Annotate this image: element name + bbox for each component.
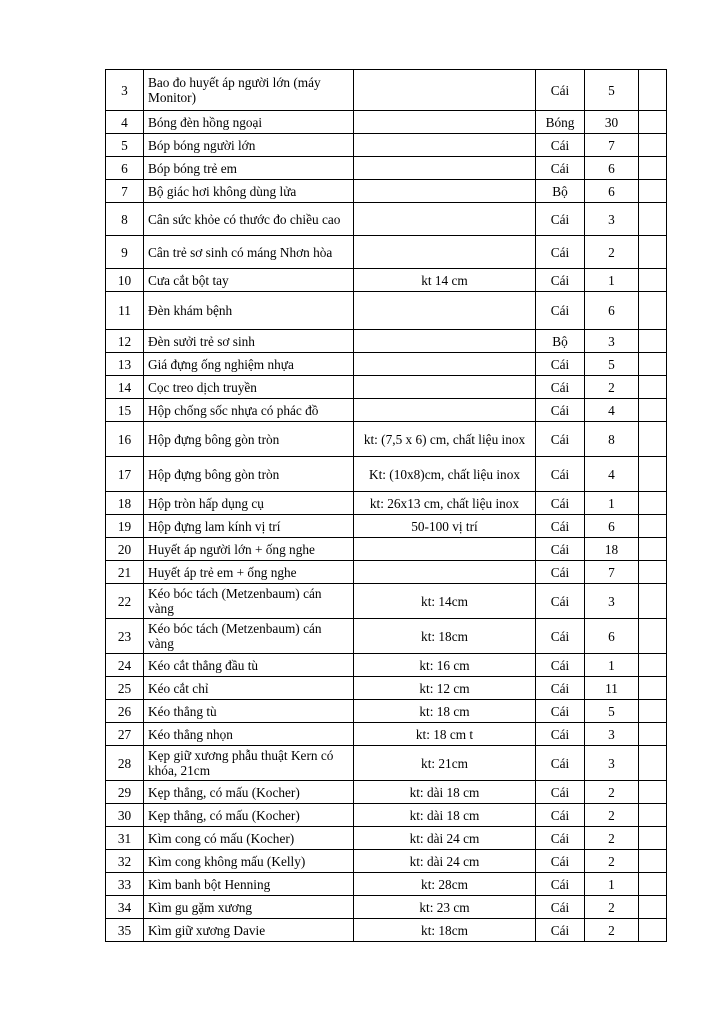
item-unit: Cái — [536, 134, 585, 157]
item-name: Kéo cắt chỉ — [144, 677, 354, 700]
table-row — [106, 561, 667, 584]
item-quantity: 2 — [585, 850, 639, 873]
table-row — [106, 896, 667, 919]
item-spec: kt: 21cm — [354, 746, 536, 781]
row-number: 25 — [106, 677, 144, 700]
row-number: 16 — [106, 422, 144, 457]
table-row — [106, 538, 667, 561]
item-unit: Cái — [536, 700, 585, 723]
item-quantity: 3 — [585, 584, 639, 619]
item-quantity: 1 — [585, 654, 639, 677]
row-number: 24 — [106, 654, 144, 677]
item-name: Giá đựng ống nghiệm nhựa — [144, 353, 354, 376]
item-note — [639, 619, 667, 654]
item-note — [639, 292, 667, 330]
row-number: 5 — [106, 134, 144, 157]
item-quantity: 2 — [585, 376, 639, 399]
equipment-table — [105, 69, 667, 942]
item-quantity: 6 — [585, 619, 639, 654]
table-row — [106, 236, 667, 269]
table-row — [106, 353, 667, 376]
table-row — [106, 399, 667, 422]
item-name: Huyết áp trẻ em + ống nghe — [144, 561, 354, 584]
item-spec — [354, 157, 536, 180]
table-row — [106, 157, 667, 180]
table-row — [106, 422, 667, 457]
item-spec — [354, 236, 536, 269]
item-spec: kt: 18 cm t — [354, 723, 536, 746]
item-quantity: 1 — [585, 492, 639, 515]
row-number: 17 — [106, 457, 144, 492]
item-spec — [354, 538, 536, 561]
row-number: 33 — [106, 873, 144, 896]
item-quantity: 6 — [585, 157, 639, 180]
item-spec: kt 14 cm — [354, 269, 536, 292]
item-spec: kt: 23 cm — [354, 896, 536, 919]
table-row — [106, 330, 667, 353]
item-note — [639, 330, 667, 353]
item-name: Kéo cắt thẳng đầu tù — [144, 654, 354, 677]
item-spec: kt: dài 18 cm — [354, 804, 536, 827]
item-spec: kt: 18 cm — [354, 700, 536, 723]
row-number: 32 — [106, 850, 144, 873]
item-note — [639, 896, 667, 919]
item-unit: Cái — [536, 561, 585, 584]
item-note — [639, 561, 667, 584]
item-name: Kìm cong có mấu (Kocher) — [144, 827, 354, 850]
item-note — [639, 873, 667, 896]
item-quantity: 1 — [585, 873, 639, 896]
item-unit: Cái — [536, 203, 585, 236]
item-note — [639, 422, 667, 457]
row-number: 34 — [106, 896, 144, 919]
item-spec — [354, 353, 536, 376]
row-number: 14 — [106, 376, 144, 399]
row-number: 18 — [106, 492, 144, 515]
item-quantity: 3 — [585, 330, 639, 353]
item-note — [639, 157, 667, 180]
item-unit: Cái — [536, 269, 585, 292]
table-row — [106, 919, 667, 942]
item-unit: Cái — [536, 746, 585, 781]
item-quantity: 7 — [585, 134, 639, 157]
table-row — [106, 827, 667, 850]
item-name: Cân trẻ sơ sinh có máng Nhơn hòa — [144, 236, 354, 269]
item-note — [639, 236, 667, 269]
row-number: 23 — [106, 619, 144, 654]
row-number: 21 — [106, 561, 144, 584]
item-name: Cưa cắt bột tay — [144, 269, 354, 292]
item-spec: kt: dài 24 cm — [354, 827, 536, 850]
item-name: Hộp chống sốc nhựa có phác đồ — [144, 399, 354, 422]
row-number: 10 — [106, 269, 144, 292]
item-spec: kt: 14cm — [354, 584, 536, 619]
item-note — [639, 919, 667, 942]
item-quantity: 7 — [585, 561, 639, 584]
item-unit: Cái — [536, 399, 585, 422]
item-name: Hộp đựng bông gòn tròn — [144, 422, 354, 457]
table-row — [106, 619, 667, 654]
item-unit: Bộ — [536, 180, 585, 203]
item-unit: Cái — [536, 873, 585, 896]
item-unit: Cái — [536, 919, 585, 942]
item-name: Kẹp giữ xương phẫu thuật Kern có khóa, 21cm — [144, 746, 354, 781]
item-unit: Bộ — [536, 330, 585, 353]
item-quantity: 1 — [585, 269, 639, 292]
row-number: 11 — [106, 292, 144, 330]
item-unit: Cái — [536, 781, 585, 804]
item-quantity: 2 — [585, 827, 639, 850]
table-row — [106, 515, 667, 538]
item-unit: Cái — [536, 584, 585, 619]
item-spec: Kt: (10x8)cm, chất liệu inox — [354, 457, 536, 492]
item-quantity: 4 — [585, 399, 639, 422]
row-number: 3 — [106, 70, 144, 111]
item-quantity: 2 — [585, 781, 639, 804]
item-note — [639, 654, 667, 677]
item-spec — [354, 292, 536, 330]
item-note — [639, 111, 667, 134]
item-spec: kt: dài 24 cm — [354, 850, 536, 873]
item-note — [639, 584, 667, 619]
row-number: 20 — [106, 538, 144, 561]
item-unit: Cái — [536, 353, 585, 376]
item-note — [639, 781, 667, 804]
table-row — [106, 700, 667, 723]
item-name: Kìm cong không mấu (Kelly) — [144, 850, 354, 873]
item-name: Bóp bóng người lớn — [144, 134, 354, 157]
item-spec — [354, 111, 536, 134]
item-spec: kt: 18cm — [354, 619, 536, 654]
item-quantity: 4 — [585, 457, 639, 492]
item-name: Kìm giữ xương Davie — [144, 919, 354, 942]
table-row — [106, 292, 667, 330]
item-spec: kt: 26x13 cm, chất liệu inox — [354, 492, 536, 515]
item-spec: kt: 28cm — [354, 873, 536, 896]
item-spec: kt: 18cm — [354, 919, 536, 942]
item-quantity: 18 — [585, 538, 639, 561]
row-number: 22 — [106, 584, 144, 619]
item-note — [639, 850, 667, 873]
item-name: Bóng đèn hồng ngoại — [144, 111, 354, 134]
item-spec — [354, 70, 536, 111]
item-unit: Cái — [536, 236, 585, 269]
row-number: 12 — [106, 330, 144, 353]
item-name: Kìm banh bột Henning — [144, 873, 354, 896]
item-spec — [354, 330, 536, 353]
item-unit: Cái — [536, 157, 585, 180]
item-quantity: 5 — [585, 353, 639, 376]
table-row — [106, 269, 667, 292]
item-name: Huyết áp người lớn + ống nghe — [144, 538, 354, 561]
item-unit: Cái — [536, 619, 585, 654]
row-number: 35 — [106, 919, 144, 942]
row-number: 4 — [106, 111, 144, 134]
row-number: 31 — [106, 827, 144, 850]
item-quantity: 5 — [585, 70, 639, 111]
item-name: Bóp bóng trẻ em — [144, 157, 354, 180]
row-number: 7 — [106, 180, 144, 203]
item-note — [639, 804, 667, 827]
table-row — [106, 781, 667, 804]
table-row — [106, 134, 667, 157]
table-row — [106, 376, 667, 399]
table-row — [106, 654, 667, 677]
item-note — [639, 827, 667, 850]
row-number: 29 — [106, 781, 144, 804]
item-name: Kéo thẳng tù — [144, 700, 354, 723]
item-name: Cân sức khỏe có thước đo chiều cao — [144, 203, 354, 236]
row-number: 28 — [106, 746, 144, 781]
row-number: 30 — [106, 804, 144, 827]
item-quantity: 2 — [585, 236, 639, 269]
row-number: 8 — [106, 203, 144, 236]
table-row — [106, 677, 667, 700]
row-number: 26 — [106, 700, 144, 723]
row-number: 19 — [106, 515, 144, 538]
item-spec — [354, 134, 536, 157]
item-name: Kéo bóc tách (Metzenbaum) cán vàng — [144, 619, 354, 654]
item-spec: 50-100 vị trí — [354, 515, 536, 538]
item-name: Bộ giác hơi không dùng lửa — [144, 180, 354, 203]
table-row — [106, 111, 667, 134]
table-row — [106, 873, 667, 896]
item-quantity: 6 — [585, 515, 639, 538]
row-number: 13 — [106, 353, 144, 376]
table-row — [106, 584, 667, 619]
item-note — [639, 538, 667, 561]
item-spec — [354, 180, 536, 203]
item-spec: kt: 12 cm — [354, 677, 536, 700]
item-name: Đèn sưởi trẻ sơ sinh — [144, 330, 354, 353]
item-name: Kẹp thẳng, có mấu (Kocher) — [144, 781, 354, 804]
item-spec — [354, 561, 536, 584]
table-row — [106, 804, 667, 827]
row-number: 6 — [106, 157, 144, 180]
item-unit: Cái — [536, 896, 585, 919]
item-unit: Cái — [536, 292, 585, 330]
item-unit: Cái — [536, 457, 585, 492]
item-note — [639, 399, 667, 422]
item-unit: Cái — [536, 538, 585, 561]
item-note — [639, 492, 667, 515]
item-name: Hộp đựng bông gòn tròn — [144, 457, 354, 492]
item-note — [639, 746, 667, 781]
item-name: Hộp tròn hấp dụng cụ — [144, 492, 354, 515]
item-name: Hộp đựng lam kính vị trí — [144, 515, 354, 538]
item-unit: Cái — [536, 654, 585, 677]
table-row — [106, 457, 667, 492]
item-quantity: 6 — [585, 292, 639, 330]
item-unit: Cái — [536, 70, 585, 111]
item-quantity: 5 — [585, 700, 639, 723]
item-quantity: 11 — [585, 677, 639, 700]
table-row — [106, 850, 667, 873]
item-quantity: 3 — [585, 203, 639, 236]
item-name: Kéo thẳng nhọn — [144, 723, 354, 746]
item-name: Cọc treo dịch truyền — [144, 376, 354, 399]
item-name: Kéo bóc tách (Metzenbaum) cán vàng — [144, 584, 354, 619]
item-quantity: 2 — [585, 896, 639, 919]
table-row — [106, 70, 667, 111]
item-note — [639, 723, 667, 746]
item-note — [639, 353, 667, 376]
item-quantity: 6 — [585, 180, 639, 203]
item-spec — [354, 203, 536, 236]
item-quantity: 2 — [585, 804, 639, 827]
item-unit: Bóng — [536, 111, 585, 134]
item-note — [639, 269, 667, 292]
item-note — [639, 457, 667, 492]
item-spec: kt: (7,5 x 6) cm, chất liệu inox — [354, 422, 536, 457]
item-unit: Cái — [536, 723, 585, 746]
table-row — [106, 203, 667, 236]
item-spec: kt: dài 18 cm — [354, 781, 536, 804]
item-unit: Cái — [536, 515, 585, 538]
item-quantity: 30 — [585, 111, 639, 134]
table-row — [106, 180, 667, 203]
item-name: Kẹp thẳng, có mấu (Kocher) — [144, 804, 354, 827]
item-quantity: 2 — [585, 919, 639, 942]
row-number: 27 — [106, 723, 144, 746]
item-name: Kìm gu gặm xương — [144, 896, 354, 919]
item-note — [639, 376, 667, 399]
item-note — [639, 677, 667, 700]
item-unit: Cái — [536, 677, 585, 700]
item-unit: Cái — [536, 492, 585, 515]
item-unit: Cái — [536, 827, 585, 850]
item-name: Bao đo huyết áp người lớn (máy Monitor) — [144, 70, 354, 111]
item-note — [639, 203, 667, 236]
item-spec: kt: 16 cm — [354, 654, 536, 677]
item-unit: Cái — [536, 422, 585, 457]
table-row — [106, 746, 667, 781]
item-unit: Cái — [536, 376, 585, 399]
table-row — [106, 723, 667, 746]
item-note — [639, 515, 667, 538]
row-number: 15 — [106, 399, 144, 422]
table-row — [106, 492, 667, 515]
item-spec — [354, 399, 536, 422]
item-note — [639, 180, 667, 203]
item-name: Đèn khám bệnh — [144, 292, 354, 330]
item-unit: Cái — [536, 804, 585, 827]
equipment-table-body — [106, 70, 667, 942]
item-spec — [354, 376, 536, 399]
row-number: 9 — [106, 236, 144, 269]
item-quantity: 8 — [585, 422, 639, 457]
item-unit: Cái — [536, 850, 585, 873]
item-note — [639, 700, 667, 723]
item-note — [639, 134, 667, 157]
item-quantity: 3 — [585, 746, 639, 781]
item-quantity: 3 — [585, 723, 639, 746]
item-note — [639, 70, 667, 111]
